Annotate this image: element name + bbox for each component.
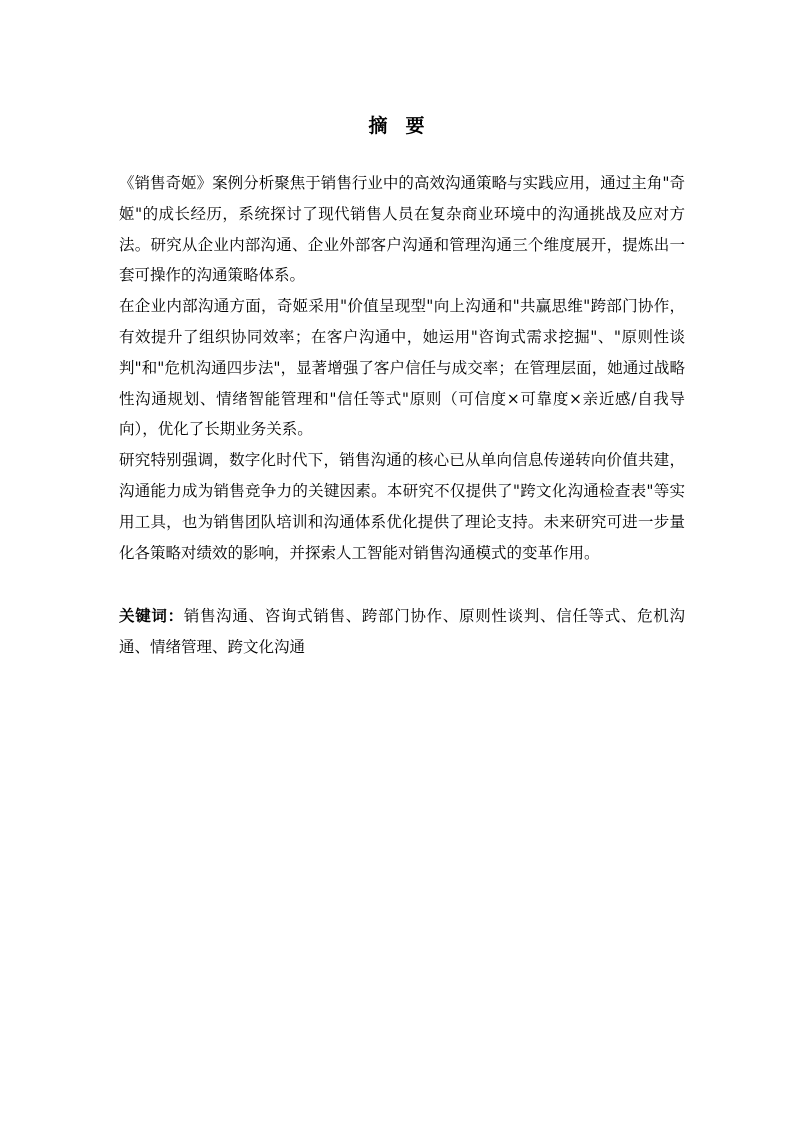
abstract-paragraph-2: 在企业内部沟通方面，奇姬采用"价值呈现型"向上沟通和"共赢思维"跨部门协作，有效提升了组织协同效率；在客户沟通中，她运用"咨询式需求挖掘"、"原则性谈判"和"危机沟通四步法"，显著增强了客户信任与成交率；在管理层面，她通过战略性沟通规划、情绪智能管理和"信任等式"原则（可信度×可靠度×亲近感/自我导向），优化了长期业务关系。 (119, 297, 685, 439)
abstract-body (119, 168, 685, 568)
abstract-title: 摘要 (368, 115, 443, 137)
keywords-list: 销售沟通、咨询式销售、跨部门协作、原则性谈判、信任等式、危机沟通、情绪管理、跨文化沟通 (119, 607, 685, 656)
keywords-label: 关键词： (119, 607, 184, 625)
abstract-paragraph-3: 研究特别强调，数字化时代下，销售沟通的核心已从单向信息传递转向价值共建，沟通能力成为销售竞争力的关键因素。本研究不仅提供了"跨文化沟通检查表"等实用工具，也为销售团队培训和沟通体系优化提供了理论支持。未来研究可进一步量化各策略对绩效的影响，并探索人工智能对销售沟通模式的变革作用。 (119, 451, 685, 562)
keywords-section (119, 601, 685, 663)
abstract-paragraph-1: 《销售奇姬》案例分析聚焦于销售行业中的高效沟通策略与实践应用，通过主角"奇姬"的成长经历，系统探讨了现代销售人员在复杂商业环境中的沟通挑战及应对方法。研究从企业内部沟通、企业外部客户沟通和管理沟通三个维度展开，提炼出一套可操作的沟通策略体系。 (119, 174, 685, 285)
